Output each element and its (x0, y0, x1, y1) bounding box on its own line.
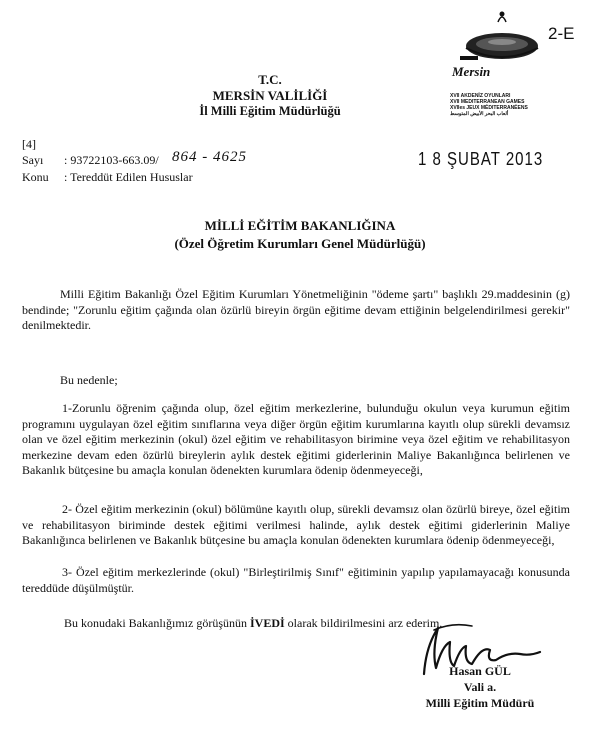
logo-event-line: XVII AKDENİZ OYUNLARI (450, 93, 511, 99)
letterhead-country: T.C. (258, 72, 282, 87)
body-paragraph-1: Milli Eğitim Bakanlığı Özel Eğitim Kurumları Yönetmeliğinin "ödeme şartı" başlıklı 29.maddesinin (g) bendinde; "Zorunlu eğitim çağında olan özürlü bireyin örgün eğitime devam ettiğinin belgelendirilmesi gerekir" denilmektedir. (22, 287, 570, 332)
logo-event-lines (450, 93, 560, 117)
closing-paragraph (64, 616, 442, 631)
konu-label: Konu (22, 170, 49, 184)
closing-emphasis: İVEDİ (249, 616, 285, 630)
body-paragraph-4: 2- Özel eğitim merkezinin (okul) bölümüne kayıtlı olup, sürekli devamsız olan özürlü bireye, özel eğitim ve rehabilitasyon biriminde destek eğitimi verilmesi halinde, aylık destek eğitimi giderlerinin Maliye Bakanlığınca belirlenen ve Bakanlık bütçesine bu amaçla konulan ödenekten kurumlara ödenip ödenmeyeceği, (22, 502, 570, 547)
recipient-line-1: MİLLİ EĞİTİM BAKANLIĞINA (204, 218, 396, 233)
logo-event-line: ألعاب البحر الأبيض المتوسط (450, 111, 509, 117)
sayi-value: : 93722103-663.09/ (64, 153, 159, 167)
recipient-line-2: (Özel Öğretim Kurumları Genel Müdürlüğü) (174, 236, 426, 251)
letterhead-governorship: MERSİN VALİLİĞİ (212, 88, 328, 103)
body-paragraph-2: Bu nedenle; (60, 373, 118, 387)
handwritten-corner-mark: 2-E (548, 24, 575, 43)
sayi-label: Sayı (22, 153, 44, 167)
logo-event-line: XVIIes JEUX MÉDITERRANÉENS (450, 105, 528, 111)
konu-value: : Tereddüt Edilen Hususlar (64, 170, 193, 184)
signatory-role: Vali a. (463, 680, 497, 694)
reference-bracket: [4] (22, 137, 36, 151)
body-paragraph-3: 1-Zorunlu öğrenim çağında olup, özel eğitim merkezlerine, bulunduğu okulun veya kurumun eğitim programını uygulayan özel eğitim sınıflarına veya diğer örgün eğitim kurumlarına kayıtlı olup sürekli devamsız olan ve özel eğitim merkezinin (okul) özel eğitim ve rehabilitasyon birimine veya özel eğitim ve rehabilitasyon merkezine devam eden özürlü bireylerin aylık destek eğitimi giderlerinin Maliye Bakanlığınca belirlenen ve Bakanlık bütçesine bu amaçla konulan ödenekten kurumlara ödenip ödenmeyeceği, (22, 401, 570, 477)
closing-text-after: olarak bildirilmesini arz ederim. (284, 616, 443, 630)
logo-event-line: XVII MEDITERRANEAN GAMES (450, 99, 525, 105)
closing-text-before: Bu konudaki Bakanlığımız görüşünün (64, 616, 250, 630)
logo-city-name: Mersin (452, 64, 491, 79)
body-paragraph-5: 3- Özel eğitim merkezlerinde (okul) "Birleştirilmiş Sınıf" eğitiminin yapılıp yapılamayacağı konusunda tereddüde düşülmüştür. (22, 565, 570, 595)
sayi-handwritten-number: 864 - 4625 (172, 149, 247, 165)
date-stamp: 1 8 ŞUBAT 2013 (418, 148, 544, 171)
recipient-block (100, 217, 500, 253)
signatory-title: Milli Eğitim Müdürü (425, 696, 535, 710)
signatory-name: Hasan GÜL (449, 664, 511, 678)
letterhead-directorate: İl Milli Eğitim Müdürlüğü (199, 104, 341, 118)
